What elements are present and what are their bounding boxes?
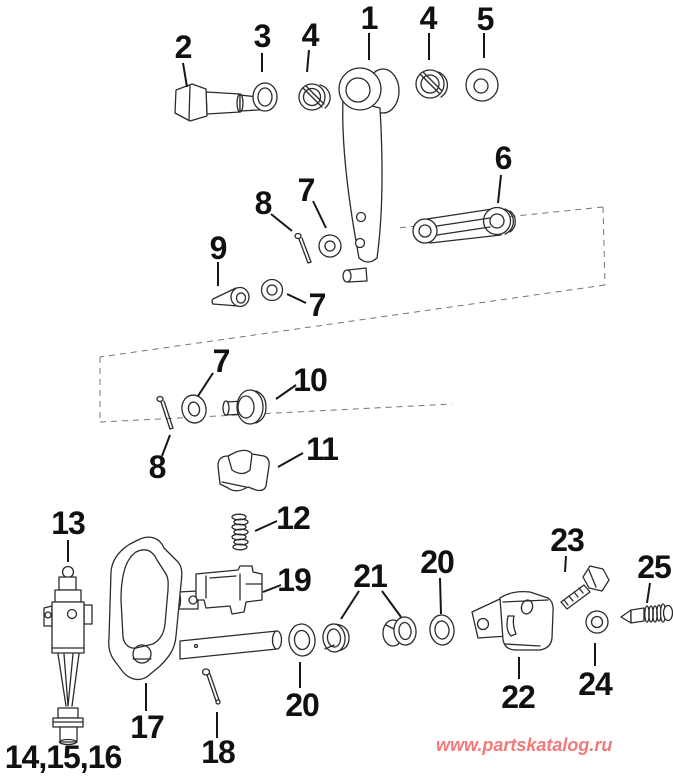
part-callout-7-7: 7 [297,172,315,208]
part-callout-8-13: 8 [148,449,166,485]
part-4-bushing-front-drawing [299,84,330,110]
callout-7-leader [287,294,306,303]
part-callout-20-19: 20 [420,544,454,580]
part-1-lever-arm-drawing [339,68,399,282]
part-callout-24-23: 24 [578,666,612,702]
callout-25-leader [647,583,650,603]
callout-6-leader [498,175,501,203]
callout-21-leader [382,591,401,617]
part-callout-7-11: 7 [212,343,230,379]
callout-20-leader [440,578,441,614]
part-callout-12-15: 12 [276,500,310,536]
section-plane-dashed-outline [100,207,605,422]
part-13-switch-drawing [44,567,92,745]
part-callout-10-12: 10 [293,362,327,398]
callout-4-leader [307,50,309,72]
part-callout-25-21: 25 [637,549,671,585]
part-21-bushing-right-drawing [383,616,417,646]
part-callout-6-6: 6 [494,140,512,176]
part-18-cotter-pin-drawing [203,669,221,704]
part-7-washer-lower-drawing [179,393,208,425]
part-24-washer-drawing [586,611,608,633]
part-25-detent-screw-drawing [621,604,673,623]
part-9-clip-drawing [212,288,249,307]
part-6-link-drawing [413,208,515,244]
part-callout-8-8: 8 [254,185,272,221]
callout-7-leader [198,373,213,396]
callout-23-leader [565,556,566,572]
part-callout-7-10: 7 [308,287,326,323]
part-21-bushing-left-drawing [322,623,349,653]
part-callout-22-22: 22 [501,679,535,715]
part-3-washer-drawing [253,83,277,111]
part-19-housing-drawing [176,566,263,614]
part-callout-4-3: 4 [301,17,319,53]
callout-layer [5,0,671,775]
part-callout-23-20: 23 [550,522,584,558]
part-callout-13-16: 13 [51,505,85,541]
part-callout-20-24: 20 [285,687,319,723]
part-22-bracket-drawing [472,592,553,650]
callout-21-leader [341,591,359,619]
part-10-knob-drawing [223,390,266,424]
part-12-spring-drawing [232,514,248,550]
callout-2-leader [183,63,187,87]
part-11-detent-drawing [218,450,269,490]
part-callout-19-17: 19 [277,562,311,598]
part-20-washer-left-drawing [287,623,316,658]
callout-8-leader [271,214,292,231]
part-5-washer-drawing [466,69,498,101]
part-callout-14,15,16-27: 14,15,16 [4,739,122,775]
watermark-text: www.partskatalog.ru [436,735,613,755]
part-4-bushing-rear-drawing [416,70,447,98]
part-20-washer-right-drawing [428,614,455,646]
part-callout-18-26: 18 [201,734,235,770]
part-callout-4-4: 4 [419,0,437,36]
part-callout-3-2: 3 [253,18,271,54]
part-2-bolt-drawing [175,84,266,121]
part-callout-11-14: 11 [306,431,338,467]
part-callout-17-25: 17 [130,709,164,745]
callout-7-leader [313,201,326,228]
part-8-cotter-pin-lower-drawing [157,397,173,430]
callout-12-leader [255,521,277,531]
callout-11-leader [278,453,303,467]
part-8-cotter-pin-upper-drawing [295,234,311,264]
part-7-washer-middle-drawing [262,280,283,301]
part-callout-2-1: 2 [174,29,192,65]
part-7-washer-upper-drawing [319,235,341,257]
part-callout-21-18: 21 [353,558,387,594]
part-callout-1-0: 1 [360,0,378,36]
part-callout-9-9: 9 [209,230,227,266]
part-callout-5-5: 5 [476,1,494,37]
part-23-bolt-drawing [561,566,609,609]
